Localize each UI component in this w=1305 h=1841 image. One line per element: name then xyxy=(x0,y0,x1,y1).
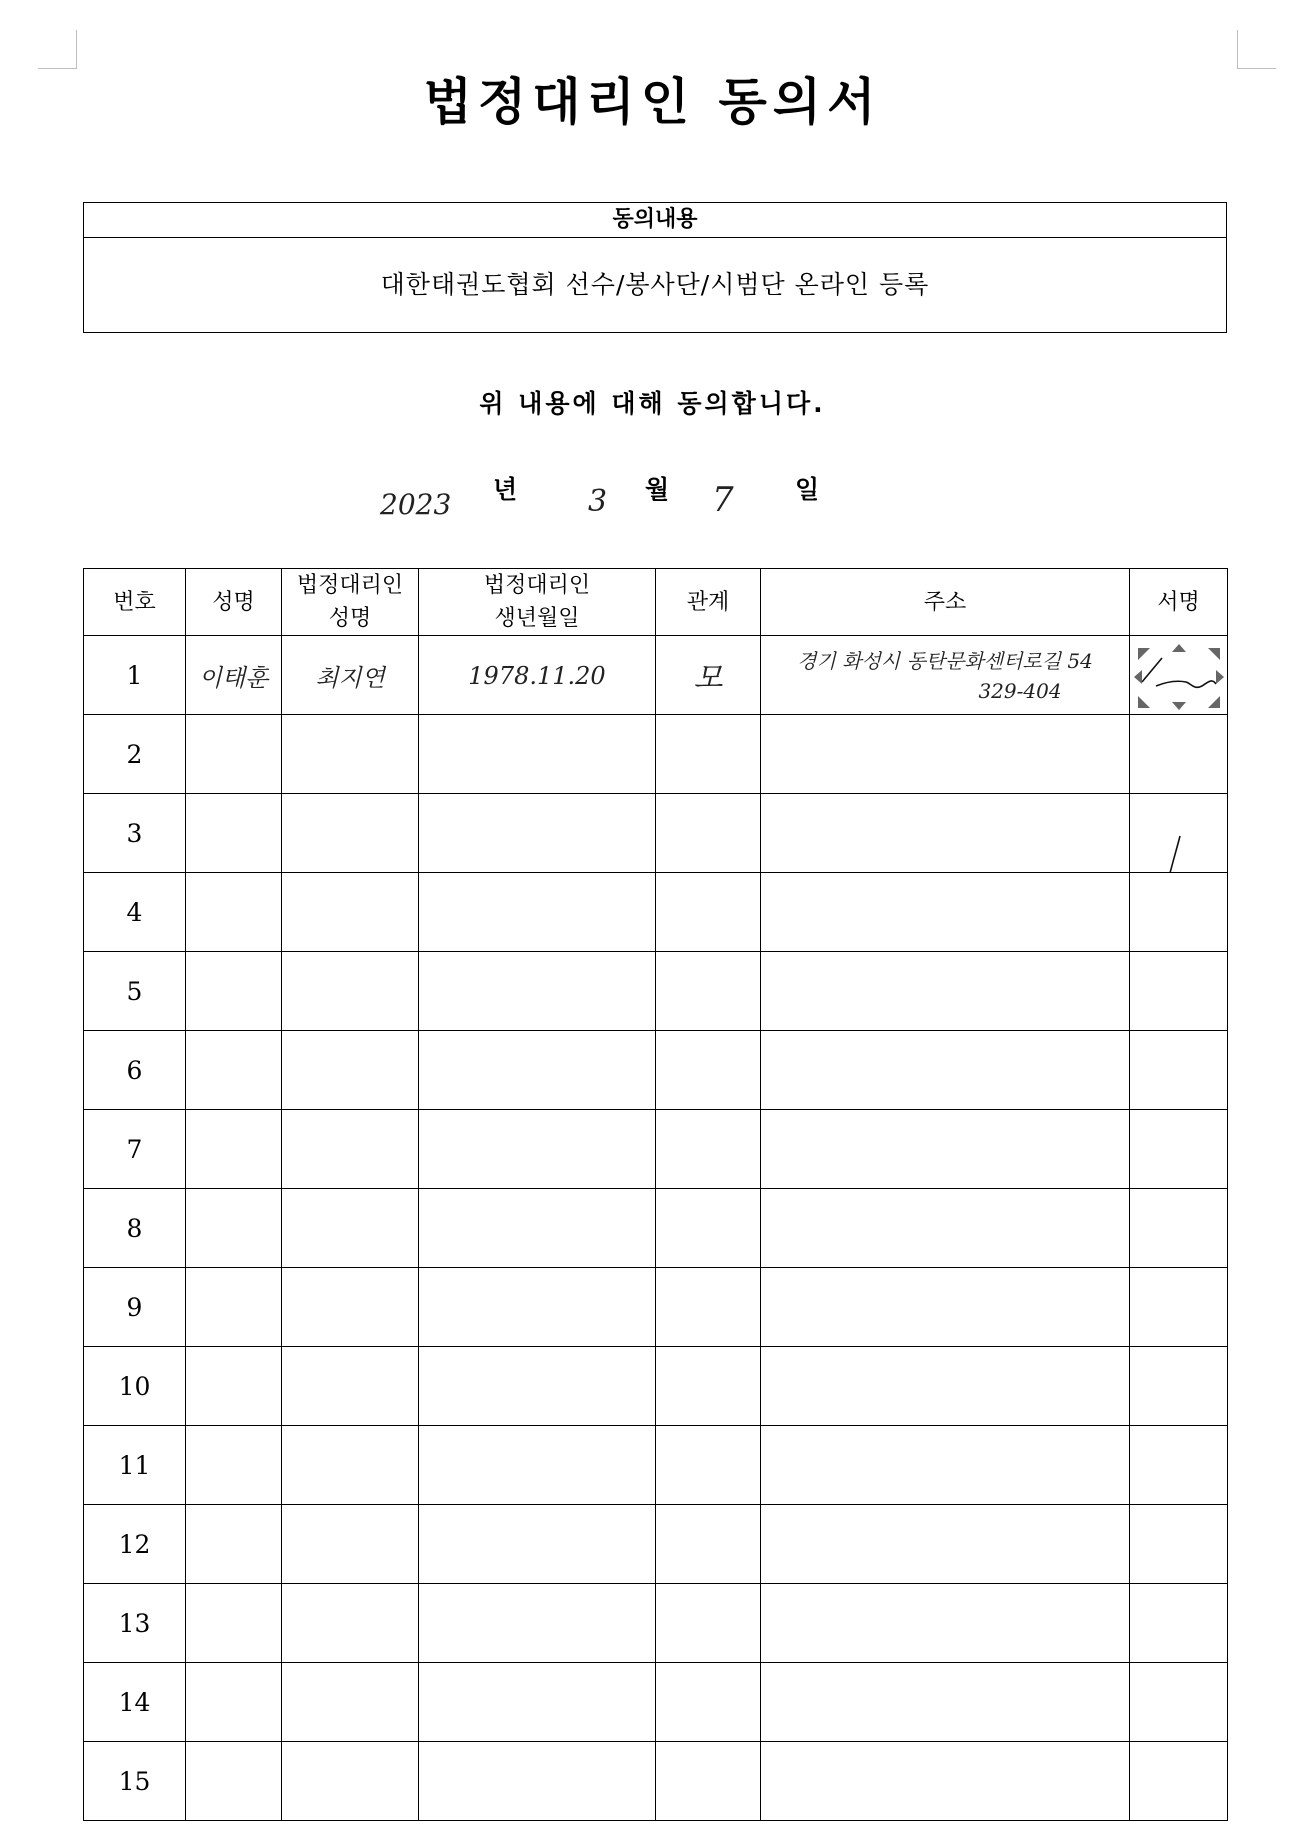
signature-cell[interactable] xyxy=(1130,1031,1228,1110)
header-address: 주소 xyxy=(761,569,1130,636)
row-number: 12 xyxy=(84,1505,186,1584)
address-cell[interactable] xyxy=(761,1505,1130,1584)
consent-box xyxy=(83,202,1227,333)
guardian-name-cell[interactable] xyxy=(282,1347,419,1426)
guardian-birth-cell[interactable] xyxy=(419,1347,656,1426)
consent-content: 대한태권도협회 선수/봉사단/시범단 온라인 등록 xyxy=(380,270,930,299)
name-cell[interactable] xyxy=(186,1110,282,1189)
guardian-birth-cell[interactable] xyxy=(419,1742,656,1821)
signature-cell[interactable] xyxy=(1130,1347,1228,1426)
table-header-row xyxy=(84,569,1228,636)
signature-cell[interactable] xyxy=(1130,715,1228,794)
guardian-birth-cell[interactable] xyxy=(419,1031,656,1110)
relation-cell[interactable] xyxy=(656,715,761,794)
address-cell[interactable] xyxy=(761,1110,1130,1189)
name-cell[interactable] xyxy=(186,1031,282,1110)
guardian-name-cell[interactable] xyxy=(282,1584,419,1663)
guardian-table xyxy=(83,568,1228,1821)
address-cell xyxy=(761,636,1130,715)
header-no: 번호 xyxy=(84,569,186,636)
guardian-name-cell[interactable] xyxy=(282,1505,419,1584)
relation-cell[interactable] xyxy=(656,794,761,873)
table-row xyxy=(84,873,1228,952)
guardian-name-cell[interactable] xyxy=(282,1189,419,1268)
table-row xyxy=(84,636,1228,715)
address-cell[interactable] xyxy=(761,952,1130,1031)
guardian-birth-cell[interactable] xyxy=(419,1663,656,1742)
header-guardian-birth-line2: 생년월일 xyxy=(494,606,580,631)
guardian-birth-cell[interactable] xyxy=(419,1189,656,1268)
guardian-name-value: 최지연 xyxy=(315,663,385,692)
consent-header: 동의내용 xyxy=(84,203,1226,238)
row-number: 11 xyxy=(84,1426,186,1505)
table-row xyxy=(84,1110,1228,1189)
signature-cell[interactable] xyxy=(1130,1663,1228,1742)
address-cell[interactable] xyxy=(761,1189,1130,1268)
signature-cell[interactable] xyxy=(1130,794,1228,873)
date-year-label: 년 xyxy=(493,475,518,504)
guardian-name-cell[interactable] xyxy=(282,794,419,873)
table-row xyxy=(84,952,1228,1031)
guardian-birth-cell[interactable] xyxy=(419,1426,656,1505)
guardian-birth-cell[interactable] xyxy=(419,952,656,1031)
stray-pen-stroke xyxy=(1132,832,1226,873)
guardian-name-cell[interactable] xyxy=(282,1110,419,1189)
table-row xyxy=(84,794,1228,873)
guardian-birth-cell[interactable] xyxy=(419,715,656,794)
relation-cell[interactable] xyxy=(656,1426,761,1505)
guardian-birth-cell[interactable] xyxy=(419,1584,656,1663)
signature-cell[interactable] xyxy=(1130,1189,1228,1268)
row-number: 7 xyxy=(84,1110,186,1189)
row-number: 10 xyxy=(84,1347,186,1426)
relation-cell[interactable] xyxy=(656,1110,761,1189)
table-row xyxy=(84,1742,1228,1821)
header-guardian-birth-line1: 법정대리인 xyxy=(483,573,591,598)
relation-cell[interactable] xyxy=(656,1031,761,1110)
name-cell[interactable] xyxy=(186,1584,282,1663)
relation-cell[interactable] xyxy=(656,1268,761,1347)
guardian-name-cell[interactable] xyxy=(282,1031,419,1110)
row-number: 1 xyxy=(84,636,186,715)
date-day-label: 일 xyxy=(795,475,820,504)
row-number: 4 xyxy=(84,873,186,952)
guardian-birth-cell[interactable] xyxy=(419,873,656,952)
relation-cell[interactable] xyxy=(656,1347,761,1426)
signature-cell[interactable] xyxy=(1130,1584,1228,1663)
name-cell[interactable] xyxy=(186,1663,282,1742)
row-number: 13 xyxy=(84,1584,186,1663)
table-row xyxy=(84,715,1228,794)
address-cell[interactable] xyxy=(761,1031,1130,1110)
signature-cell[interactable] xyxy=(1130,873,1228,952)
header-guardian-name xyxy=(282,569,419,636)
table-row xyxy=(84,1505,1228,1584)
signature-cell[interactable] xyxy=(1130,636,1228,715)
guardian-name-cell[interactable] xyxy=(282,715,419,794)
address-cell[interactable] xyxy=(761,794,1130,873)
signature-image[interactable] xyxy=(1132,642,1226,712)
name-cell[interactable] xyxy=(186,1268,282,1347)
guardian-name-cell[interactable] xyxy=(282,1426,419,1505)
signature-cell[interactable] xyxy=(1130,1505,1228,1584)
signature-cell[interactable] xyxy=(1130,1426,1228,1505)
relation-cell[interactable] xyxy=(656,1505,761,1584)
address-cell[interactable] xyxy=(761,1584,1130,1663)
relation-cell[interactable] xyxy=(656,1663,761,1742)
table-row xyxy=(84,1189,1228,1268)
relation-cell[interactable] xyxy=(656,1584,761,1663)
guardian-name-cell[interactable] xyxy=(282,873,419,952)
address-cell[interactable] xyxy=(761,873,1130,952)
date-year-value: 2023 xyxy=(380,488,452,521)
relation-cell[interactable] xyxy=(656,1742,761,1821)
document-title: 법정대리인 동의서 xyxy=(423,73,882,131)
name-cell xyxy=(186,636,282,715)
address-cell[interactable] xyxy=(761,1268,1130,1347)
name-value: 이태훈 xyxy=(198,663,269,692)
guardian-name-cell[interactable] xyxy=(282,1742,419,1821)
address-line2: 329-404 xyxy=(978,678,1062,703)
name-cell[interactable] xyxy=(186,1742,282,1821)
table-row xyxy=(84,1584,1228,1663)
address-cell[interactable] xyxy=(761,1742,1130,1821)
signature-cell[interactable] xyxy=(1130,1742,1228,1821)
row-number: 8 xyxy=(84,1189,186,1268)
date-month-label: 월 xyxy=(645,475,670,504)
row-number: 15 xyxy=(84,1742,186,1821)
name-cell[interactable] xyxy=(186,715,282,794)
guardian-birth-cell[interactable] xyxy=(419,1110,656,1189)
table-row xyxy=(84,1347,1228,1426)
address-cell[interactable] xyxy=(761,715,1130,794)
name-cell[interactable] xyxy=(186,794,282,873)
row-number: 5 xyxy=(84,952,186,1031)
table-row xyxy=(84,1031,1228,1110)
agreement-statement: 위 내용에 대해 동의합니다. xyxy=(479,389,826,418)
guardian-name-cell[interactable] xyxy=(282,952,419,1031)
row-number: 9 xyxy=(84,1268,186,1347)
date-day-value: 7 xyxy=(712,480,734,520)
table-row xyxy=(84,1663,1228,1742)
name-cell[interactable] xyxy=(186,873,282,952)
guardian-name-cell[interactable] xyxy=(282,1268,419,1347)
guardian-birth-value: 1978.11.20 xyxy=(468,661,606,690)
name-cell[interactable] xyxy=(186,1347,282,1426)
guardian-birth-cell[interactable] xyxy=(419,1268,656,1347)
relation-cell[interactable] xyxy=(656,1189,761,1268)
row-number: 6 xyxy=(84,1031,186,1110)
signature-cell[interactable] xyxy=(1130,1268,1228,1347)
header-guardian-name-line2: 성명 xyxy=(328,606,372,631)
signature-cell[interactable] xyxy=(1130,1110,1228,1189)
guardian-name-cell[interactable] xyxy=(282,1663,419,1742)
relation-cell xyxy=(656,636,761,715)
header-name: 성명 xyxy=(186,569,282,636)
address-line1: 경기 화성시 동탄문화센터로길 54 xyxy=(797,648,1093,673)
address-cell[interactable] xyxy=(761,1347,1130,1426)
row-number: 14 xyxy=(84,1663,186,1742)
header-signature: 서명 xyxy=(1130,569,1228,636)
table-row xyxy=(84,1268,1228,1347)
relation-cell[interactable] xyxy=(656,873,761,952)
table-row xyxy=(84,1426,1228,1505)
header-guardian-name-line1: 법정대리인 xyxy=(296,573,404,598)
name-cell[interactable] xyxy=(186,1505,282,1584)
name-cell[interactable] xyxy=(186,1426,282,1505)
header-guardian-birth xyxy=(419,569,656,636)
name-cell[interactable] xyxy=(186,1189,282,1268)
guardian-birth-cell xyxy=(419,636,656,715)
signature-cell[interactable] xyxy=(1130,952,1228,1031)
row-number: 3 xyxy=(84,794,186,873)
row-number: 2 xyxy=(84,715,186,794)
date-month-value: 3 xyxy=(588,484,608,519)
header-relation: 관계 xyxy=(656,569,761,636)
address-cell[interactable] xyxy=(761,1426,1130,1505)
guardian-birth-cell[interactable] xyxy=(419,1505,656,1584)
address-cell[interactable] xyxy=(761,1663,1130,1742)
guardian-name-cell xyxy=(282,636,419,715)
relation-value: 모 xyxy=(693,661,723,696)
name-cell[interactable] xyxy=(186,952,282,1031)
guardian-birth-cell[interactable] xyxy=(419,794,656,873)
relation-cell[interactable] xyxy=(656,952,761,1031)
